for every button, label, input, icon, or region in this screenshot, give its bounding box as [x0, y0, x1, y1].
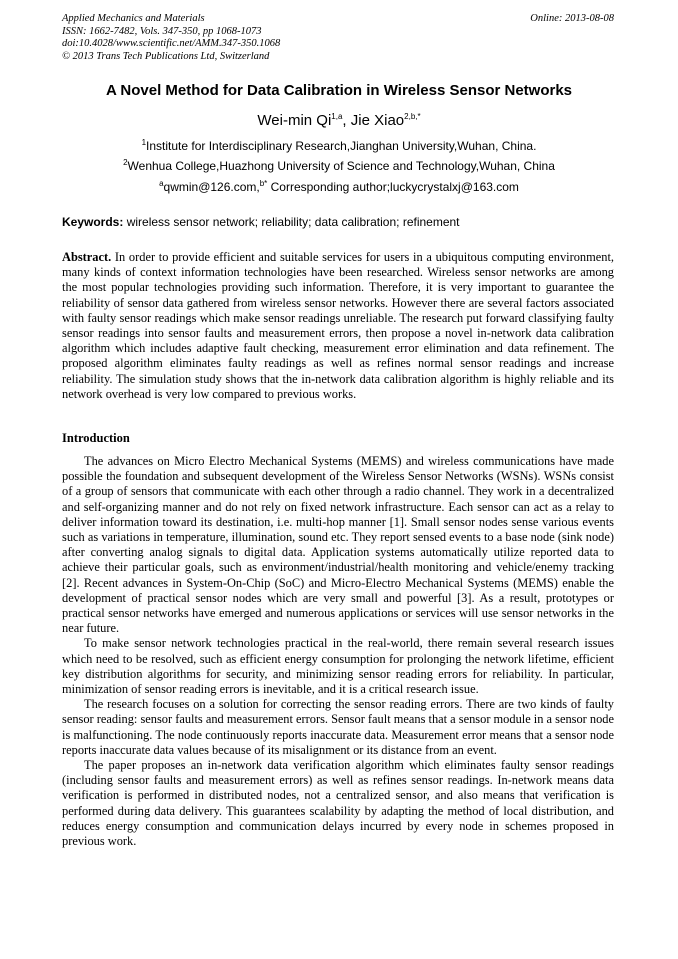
author-line — [0, 112, 678, 129]
affiliation-1 — [0, 139, 678, 153]
author-2-name: Jie Xiao — [350, 112, 405, 129]
email-a-marker: a — [159, 179, 164, 188]
paper-title: A Novel Method for Data Calibration in Wireless Sensor Networks — [105, 82, 573, 99]
doi-line: doi:10.4028/www.scientific.net/AMM.347-350.1068 — [62, 38, 281, 49]
email-a: qwmin@126.com, — [163, 180, 260, 194]
intro-paragraph-4: The paper proposes an in-network data verification algorithm which eliminates faulty sensor readings (including sensor faults and measurement errors) as well as refines sensor readings. In-network means data verification is performed in distributed nodes, not a centralized sensor, and also means that verification is performed during data delivery. This guarantees scalability by adapting the method of local distribution, and reduces energy consumption and communication delays incurred by every node in schemes proposed in previous work. — [62, 758, 614, 849]
affiliation-1-marker: 1 — [141, 138, 147, 147]
affiliation-2 — [0, 159, 678, 173]
author-1-name: Wei-min Qi — [257, 112, 332, 129]
online-date: Online: 2013-08-08 — [530, 13, 614, 24]
abstract-label: Abstract. — [62, 250, 112, 264]
keywords-label: Keywords: — [62, 215, 124, 229]
author-1-marker: 1,a — [331, 112, 343, 121]
author-separator: , — [342, 112, 351, 129]
keywords — [62, 215, 614, 229]
affiliation-2-text: Wenhua College,Huazhong University of Science and Technology,Wuhan, China — [127, 159, 555, 173]
copyright-line: © 2013 Trans Tech Publications Ltd, Switzerland — [62, 50, 270, 62]
intro-paragraph-1: The advances on Micro Electro Mechanical Systems (MEMS) and wireless communications have made possible the foundation and subsequent development of the Wireless Sensor Networks (WSNs). WSNs consist of a group of sensors that communicate with each other through a radio channel. They work in a decentralized and self-organizing manner and do not rely on fixed network infrastructure. Each sensor can act as a relay to deliver information toward its destination, i.e. multi-hop manner [1]. Small sensor nodes sense various events such as variations in temperature, illumination, sound etc. They report sensed events to a base node (sink node) after converting analog signals to digital data. Application systems automatically utilize reported data to achieve their particular goals, such as environment/industrial/health monitoring and vehicle/enemy tracking [2]. Recent advances in System-On-Chip (SoC) and Micro-Electro Mechanical Systems (MEMS) enable the development of practical sensor nodes which are very small and powerful [3]. As a result, prototypes or practical sensor networks have emerged and numerous applications or services will use sensor networks in the near future. — [62, 454, 614, 636]
affiliation-2-marker: 2 — [123, 158, 128, 167]
email-b: Corresponding author;luckycrystalxj@163.com — [267, 180, 519, 194]
email-b-marker: b* — [259, 179, 268, 188]
affiliation-1-text: Institute for Interdisciplinary Research,Jianghan University,Wuhan, China. — [146, 139, 537, 153]
introduction-heading: Introduction — [62, 431, 130, 445]
keywords-text: wireless sensor network; reliability; data calibration; refinement — [126, 215, 460, 229]
journal-name: Applied Mechanics and Materials — [62, 13, 205, 24]
email-line — [0, 180, 678, 194]
abstract — [62, 250, 614, 402]
author-2-marker: 2,b,* — [404, 112, 421, 121]
introduction-body — [62, 454, 614, 849]
intro-paragraph-2: To make sensor network technologies practical in the real-world, there remain several research issues which need to be resolved, such as efficient energy consumption for prolonging the network lifetime, efficient key distribution algorithms for security, and minimizing sensor reading errors for reliability. In particular, minimization of sensor reading errors is inevitable, and it is a critical research issue. — [62, 636, 614, 697]
intro-paragraph-3: The research focuses on a solution for correcting the sensor reading errors. There are two kinds of faulty sensor reading: sensor faults and measurement errors. Sensor fault means that a sensor module in a sensor node is malfunctioning. The node continuously reports inaccurate data. Measurement error means that a sensor node reports inaccurate data values because of its misalignment or its distance from an event. — [62, 697, 614, 757]
issn-line: ISSN: 1662-7482, Vols. 347-350, pp 1068-1073 — [62, 25, 262, 37]
abstract-text: In order to provide efficient and suitable services for users in a ubiquitous computing environment, many kinds of context information technologies have been researched. Wireless sensor networks are among the most popular technologies providing such information. Therefore, it is very important to guarantee the reliability of sensor data gathered from wireless sensor networks. However there are several factors associated with faulty sensor readings which make sensor readings unreliable. The research put forward classifying faulty sensor readings into sensor faults and measurement errors, then propose a novel in-network data calibration algorithm which includes adaptive fault checking, measurement error elimination and data refinement. The proposed algorithm eliminates faulty readings as well as refines normal sensor readings and increase reliability. The simulation study shows that the in-network data calibration algorithm is highly reliable and its network overhead is very low compared to previous works. — [62, 250, 614, 401]
journal-header — [62, 13, 614, 63]
